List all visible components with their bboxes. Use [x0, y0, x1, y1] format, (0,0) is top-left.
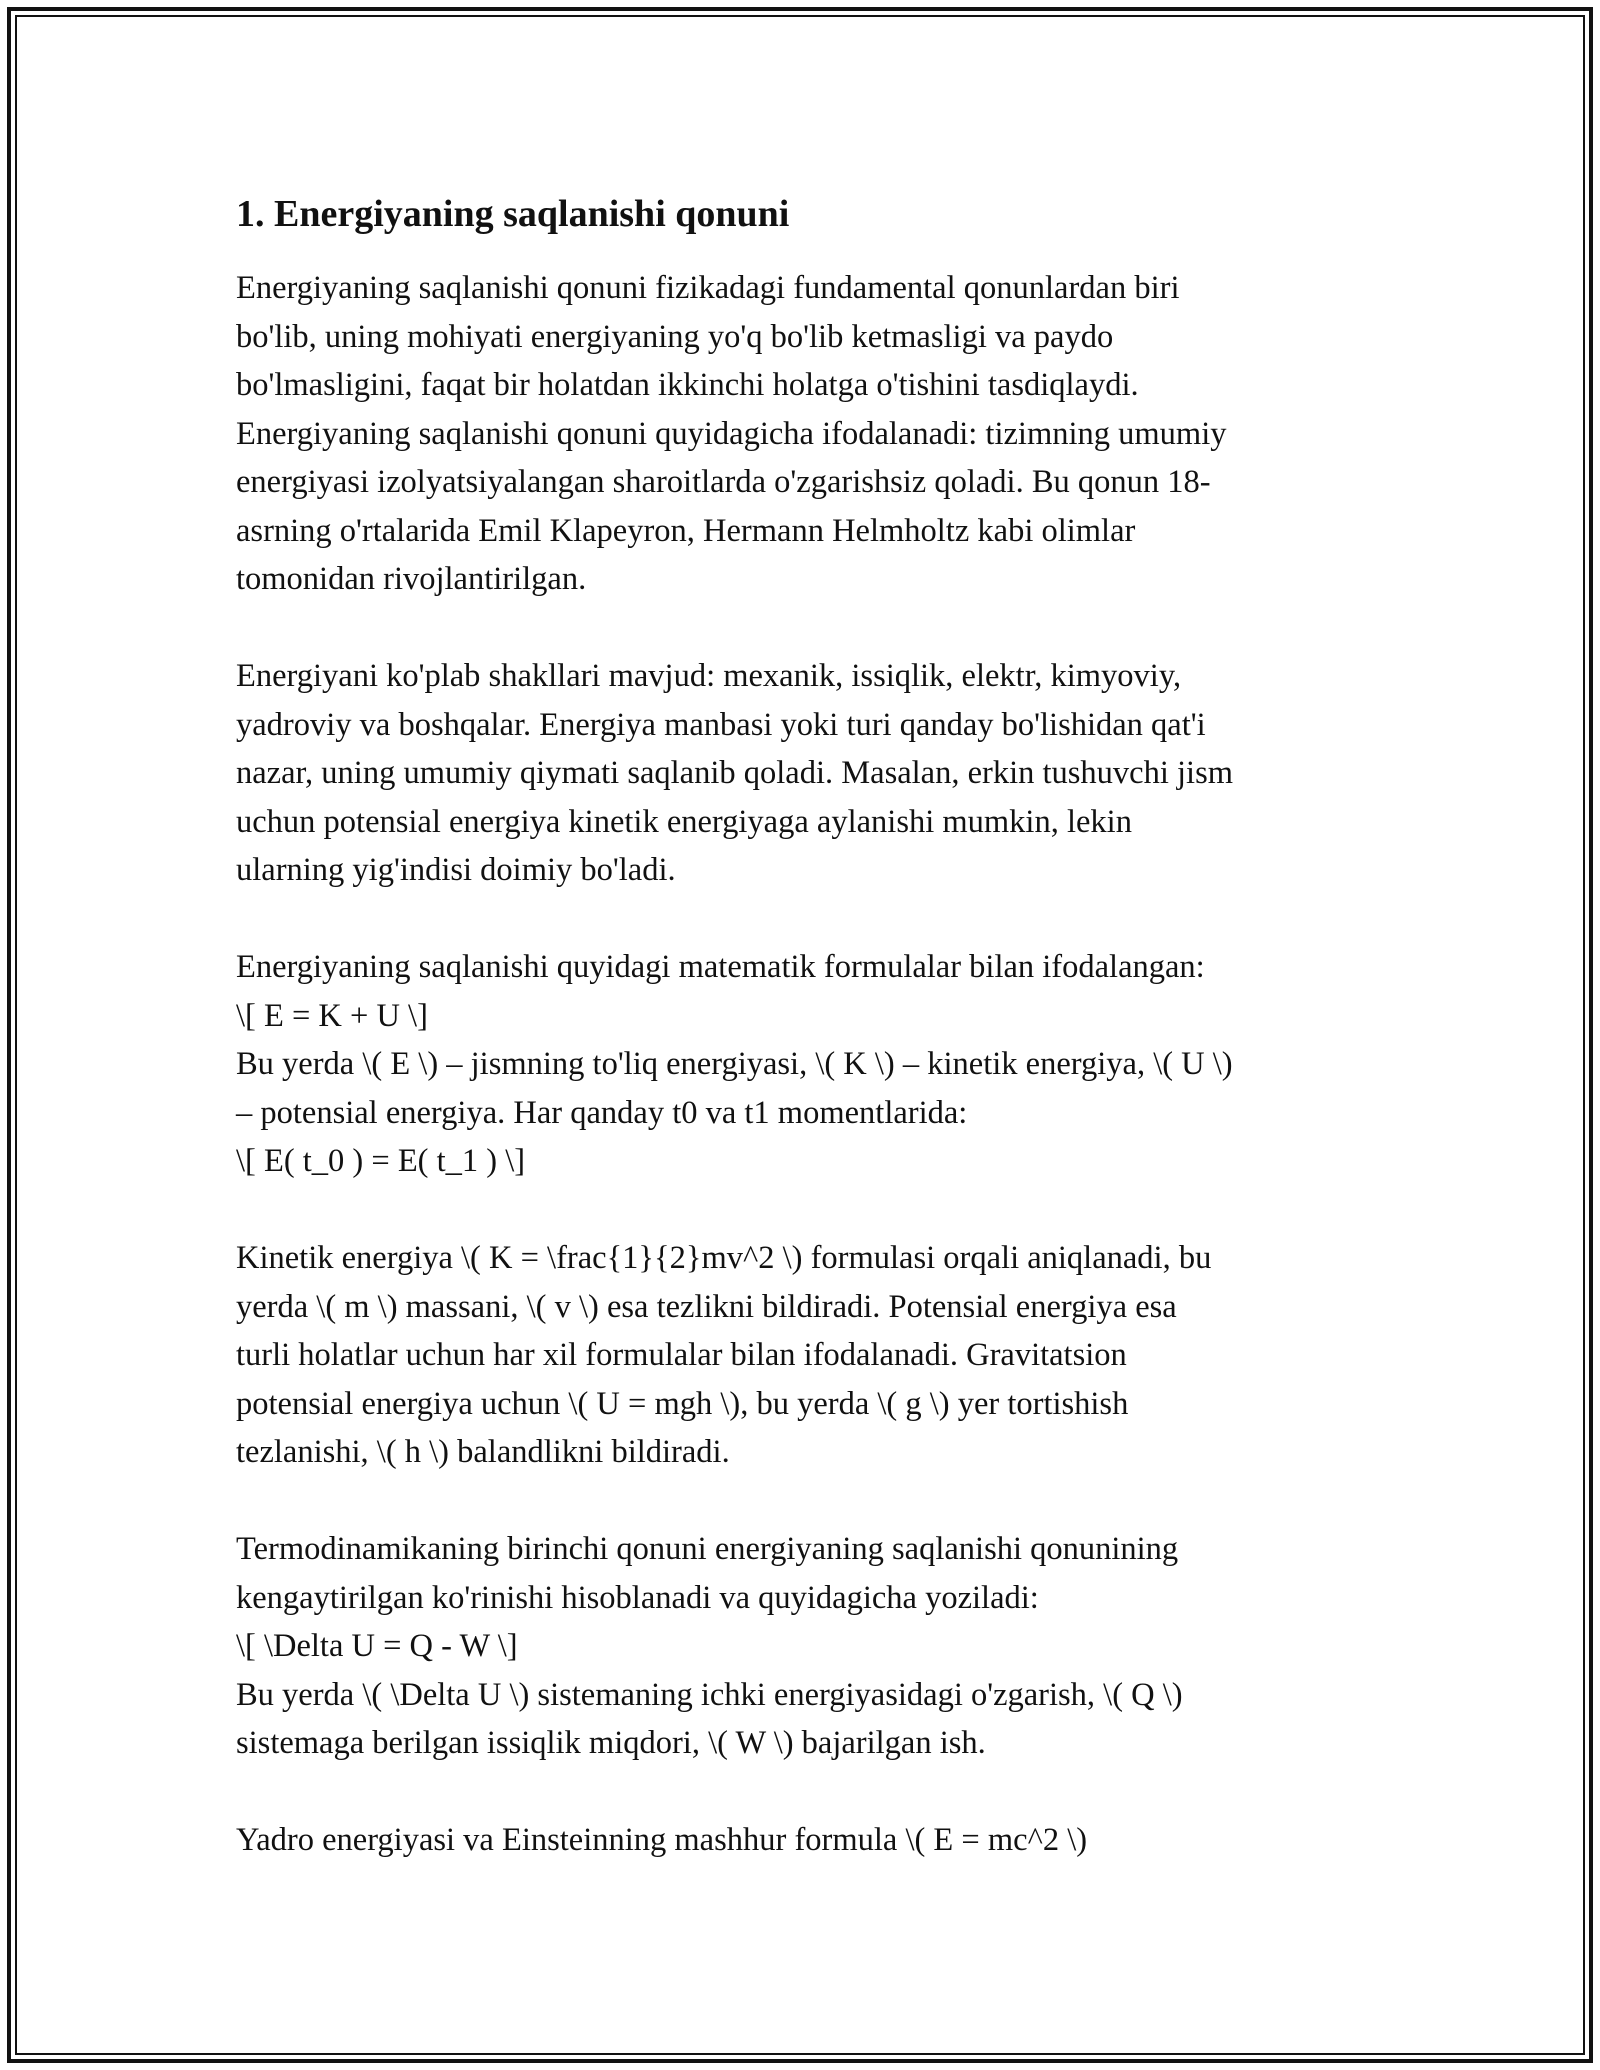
- paragraph-line: potensial energiya uchun \( U = mgh \), bu yerda \( g \) yer tortishish: [236, 1385, 1129, 1422]
- paragraph-line: tomonidan rivojlantirilgan.: [236, 561, 587, 597]
- paragraph-line: bo'lib, uning mohiyati energiyaning yo'q bo'lib ketmasligi va paydo: [236, 318, 1114, 355]
- paragraph-line: Termodinamikaning birinchi qonuni energiyaning saqlanishi qonunining: [236, 1531, 1179, 1567]
- paragraph: [236, 943, 1376, 1186]
- paragraph-line: Bu yerda \( E \) – jismning to'liq energiyasi, \( K \) – kinetik energiya, \( U \): [236, 1046, 1233, 1082]
- paragraph-line: \[ E = K + U \]: [236, 997, 428, 1034]
- paragraph-line: Energiyani ko'plab shakllari mavjud: mexanik, issiqlik, elektr, kimyoviy,: [236, 658, 1182, 694]
- paragraph-line: bo'lmasligini, faqat bir holatdan ikkinchi holatga o'tishini tasdiqlaydi.: [236, 367, 1139, 403]
- paragraph-line: nazar, uning umumiy qiymati saqlanib qoladi. Masalan, erkin tushuvchi jism: [236, 755, 1233, 791]
- paragraph-line: – potensial energiya. Har qanday t0 va t1 momentlarida:: [236, 1094, 968, 1131]
- paragraph-line: ularning yig'indisi doimiy bo'ladi.: [236, 852, 676, 888]
- paragraph-line: turli holatlar uchun har xil formulalar bilan ifodalanadi. Gravitatsion: [236, 1337, 1127, 1373]
- paragraph-line: sistemaga berilgan issiqlik miqdori, \( W \) bajarilgan ish.: [236, 1725, 986, 1761]
- paragraph: [236, 652, 1376, 895]
- paragraph-line: Energiyaning saqlanishi quyidagi matematik formulalar bilan ifodalangan:: [236, 949, 1205, 985]
- paragraph-line: uchun potensial energiya kinetik energiyaga aylanishi mumkin, lekin: [236, 803, 1132, 840]
- paragraph-line: yerda \( m \) massani, \( v \) esa tezlikni bildiradi. Potensial energiya esa: [236, 1288, 1177, 1325]
- paragraph-line: Yadro energiyasi va Einsteinning mashhur formula \( E = mc^2 \): [236, 1822, 1088, 1858]
- paragraph-line: Bu yerda \( \Delta U \) sistemaning ichki energiyasidagi o'zgarish, \( Q \): [236, 1676, 1183, 1713]
- section-title: 1. Energiyaning saqlanishi qonuni: [236, 193, 790, 235]
- document-body: [236, 186, 1376, 1913]
- paragraph: [236, 264, 1376, 604]
- paragraph-line: Kinetik energiya \( K = \frac{1}{2}mv^2 \) formulasi orqali aniqlanadi, bu: [236, 1240, 1212, 1276]
- paragraph-line: \[ \Delta U = Q - W \]: [236, 1628, 518, 1664]
- paragraph: [236, 1816, 1376, 1865]
- paragraph-line: asrning o'rtalarida Emil Klapeyron, Hermann Helmholtz kabi olimlar: [236, 512, 1136, 549]
- paragraph-line: yadroviy va boshqalar. Energiya manbasi yoki turi qanday bo'lishidan qat'i: [236, 706, 1206, 743]
- paragraph-line: tezlanishi, \( h \) balandlikni bildiradi.: [236, 1434, 730, 1470]
- paragraph-line: \[ E( t_0 ) = E( t_1 ) \]: [236, 1143, 526, 1179]
- paragraph-list: [236, 264, 1376, 1865]
- paragraph: [236, 1525, 1376, 1768]
- paragraph-line: kengaytirilgan ko'rinishi hisoblanadi va quyidagicha yoziladi:: [236, 1579, 1039, 1616]
- paragraph: [236, 1234, 1376, 1477]
- paragraph-line: Energiyaning saqlanishi qonuni fizikadagi fundamental qonunlardan biri: [236, 270, 1180, 306]
- paragraph-line: energiyasi izolyatsiyalangan sharoitlarda o'zgarishsiz qoladi. Bu qonun 18-: [236, 464, 1211, 500]
- paragraph-line: Energiyaning saqlanishi qonuni quyidagicha ifodalanadi: tizimning umumiy: [236, 415, 1227, 452]
